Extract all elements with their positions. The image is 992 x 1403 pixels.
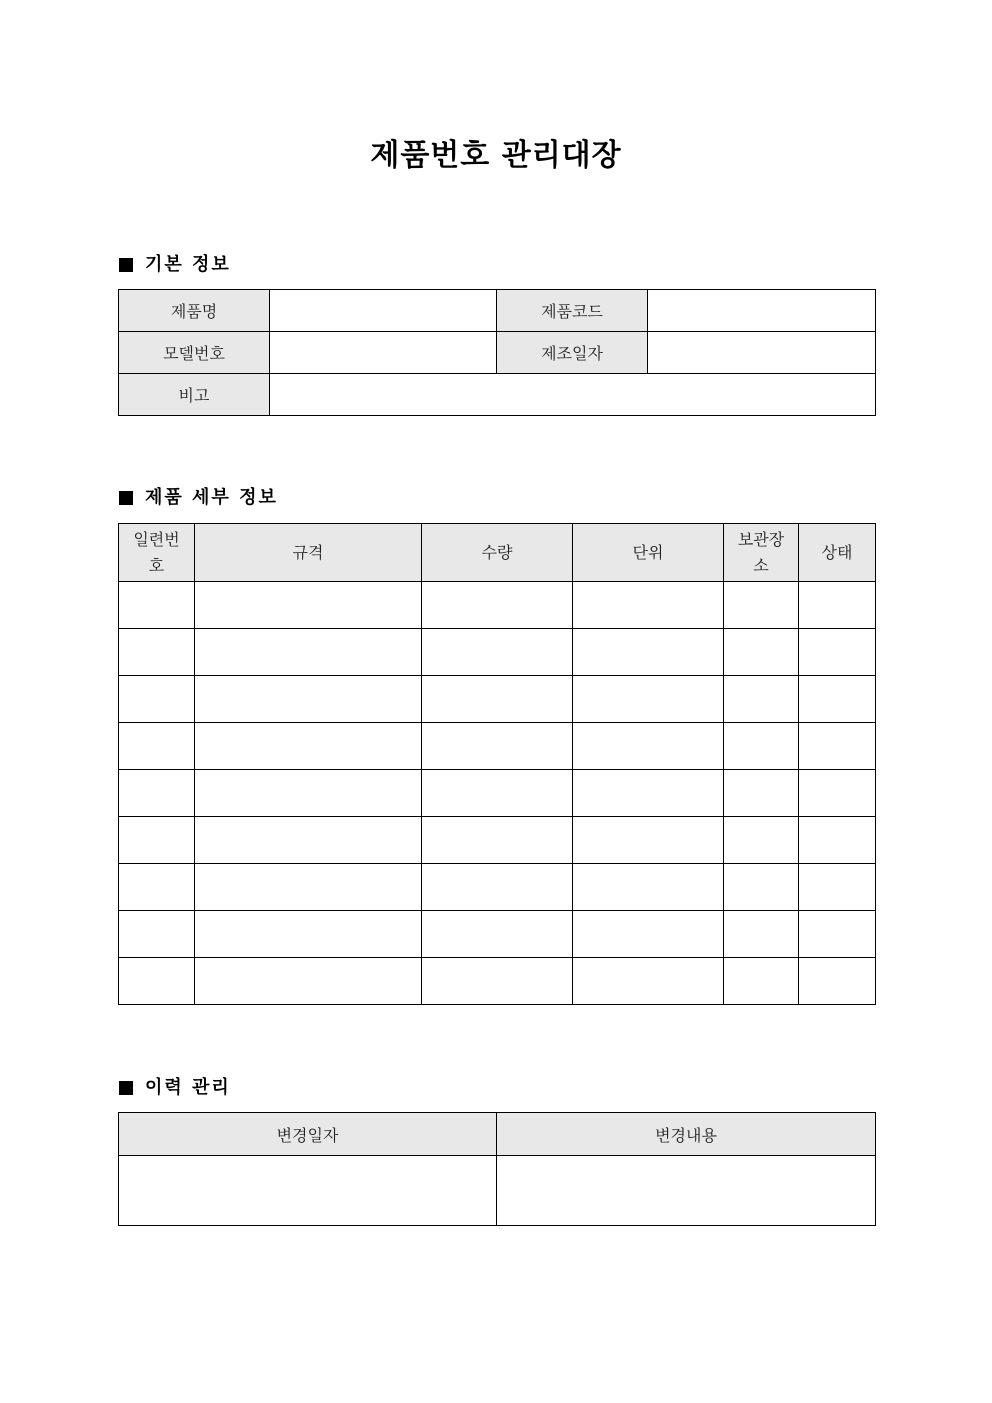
table-cell[interactable] [724,582,799,629]
column-header-unit: 단위 [573,524,724,582]
table-cell[interactable] [573,911,724,958]
table-cell[interactable] [422,676,573,723]
table-cell[interactable] [195,817,422,864]
table-cell[interactable] [573,582,724,629]
table-cell[interactable] [799,864,876,911]
table-cell[interactable] [195,582,422,629]
table-cell[interactable] [195,676,422,723]
table-cell[interactable] [573,958,724,1005]
section-title-detail-info [119,486,278,510]
label-product-code: 제품코드 [497,290,648,332]
basic-info-table [118,289,876,416]
table-row [119,629,876,676]
table-cell[interactable] [799,911,876,958]
section-title-text: 이력 관리 [145,1077,231,1098]
table-cell[interactable] [119,817,195,864]
table-row [119,723,876,770]
table-cell[interactable] [799,629,876,676]
product-detail-table [118,523,876,1005]
manufacture-date-field[interactable] [648,332,876,374]
table-cell[interactable] [573,676,724,723]
table-cell[interactable] [422,911,573,958]
table-cell[interactable] [573,629,724,676]
square-bullet-icon [119,258,133,272]
table-cell[interactable] [799,723,876,770]
table-cell[interactable] [573,723,724,770]
table-cell[interactable] [799,817,876,864]
table-cell[interactable] [422,817,573,864]
section-title-text: 제품 세부 정보 [145,487,278,508]
column-header-change-content: 변경내용 [497,1113,876,1156]
column-header-serial: 일련번호 [119,524,195,582]
table-cell[interactable] [422,770,573,817]
remarks-field[interactable] [270,374,876,416]
column-header-change-date: 변경일자 [119,1113,497,1156]
table-cell[interactable] [119,582,195,629]
history-table-body [119,1156,876,1226]
label-product-name: 제품명 [119,290,270,332]
column-header-status: 상태 [799,524,876,582]
table-cell[interactable] [119,676,195,723]
section-title-history [119,1076,231,1100]
table-cell[interactable] [119,1156,497,1226]
column-header-spec: 규격 [195,524,422,582]
table-cell[interactable] [724,770,799,817]
section-title-basic-info [119,253,231,277]
table-cell[interactable] [195,864,422,911]
square-bullet-icon [119,491,133,505]
table-row [119,817,876,864]
table-cell[interactable] [422,582,573,629]
table-cell[interactable] [799,770,876,817]
table-cell[interactable] [422,629,573,676]
table-row [119,911,876,958]
table-row [119,676,876,723]
product-name-field[interactable] [270,290,497,332]
table-cell[interactable] [724,958,799,1005]
table-row [119,864,876,911]
table-cell[interactable] [195,723,422,770]
table-cell[interactable] [119,770,195,817]
table-cell[interactable] [724,629,799,676]
table-cell[interactable] [422,864,573,911]
document-title: 제품번호 관리대장 [370,138,622,173]
table-cell[interactable] [573,864,724,911]
table-cell[interactable] [119,723,195,770]
label-remarks: 비고 [119,374,270,416]
section-title-text: 기본 정보 [145,254,231,275]
table-cell[interactable] [799,582,876,629]
table-cell[interactable] [119,629,195,676]
table-cell[interactable] [119,958,195,1005]
table-cell[interactable] [573,770,724,817]
detail-table-body [119,582,876,1005]
history-table [118,1112,876,1226]
table-cell[interactable] [724,911,799,958]
table-cell[interactable] [799,958,876,1005]
table-cell[interactable] [724,676,799,723]
table-row [119,582,876,629]
table-cell[interactable] [497,1156,876,1226]
table-cell[interactable] [422,723,573,770]
square-bullet-icon [119,1081,133,1095]
table-cell[interactable] [799,676,876,723]
table-row [119,958,876,1005]
table-cell[interactable] [724,817,799,864]
table-cell[interactable] [119,864,195,911]
table-cell[interactable] [195,770,422,817]
label-manufacture-date: 제조일자 [497,332,648,374]
table-row [119,770,876,817]
table-cell[interactable] [119,911,195,958]
column-header-storage: 보관장소 [724,524,799,582]
table-cell[interactable] [195,958,422,1005]
table-cell[interactable] [724,864,799,911]
table-cell[interactable] [724,723,799,770]
table-cell[interactable] [422,958,573,1005]
column-header-quantity: 수량 [422,524,573,582]
model-number-field[interactable] [270,332,497,374]
table-row [119,1156,876,1226]
table-cell[interactable] [195,911,422,958]
table-cell[interactable] [573,817,724,864]
table-cell[interactable] [195,629,422,676]
label-model-number: 모델번호 [119,332,270,374]
product-code-field[interactable] [648,290,876,332]
